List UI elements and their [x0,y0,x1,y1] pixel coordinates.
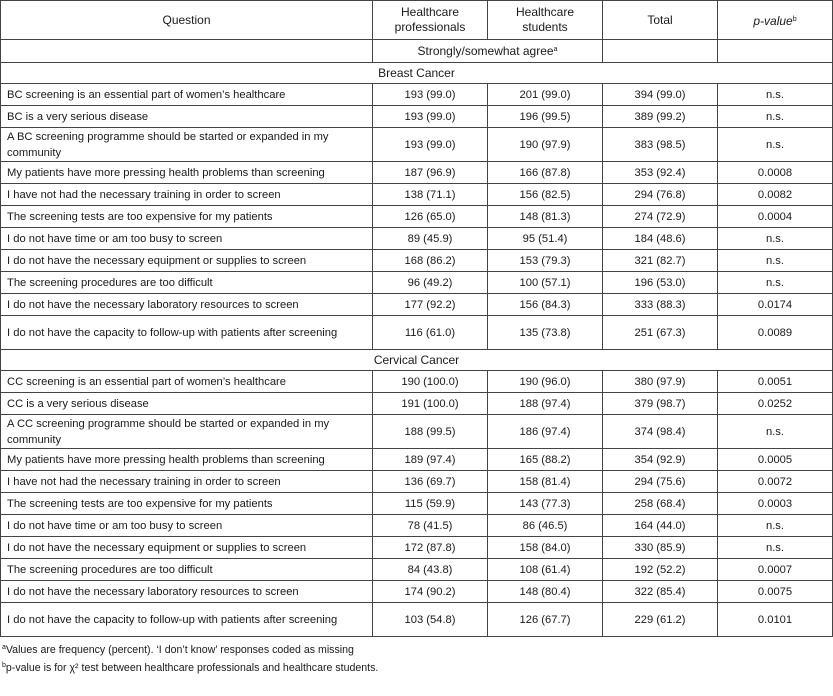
p-value-cell: n.s. [718,537,833,559]
students-cell: 166 (87.8) [488,162,603,184]
professionals-cell: 177 (92.2) [373,294,488,316]
total-cell: 274 (72.9) [603,206,718,228]
p-value-cell: 0.0051 [718,371,833,393]
table-row [1,162,833,184]
total-cell: 192 (52.2) [603,559,718,581]
students-cell: 126 (67.7) [488,603,603,637]
table-row [1,228,833,250]
professionals-cell: 190 (100.0) [373,371,488,393]
table-row [1,393,833,415]
professionals-cell: 136 (69.7) [373,471,488,493]
p-value-label: p-value [753,13,793,28]
question-cell: I do not have time or am too busy to screen [1,515,373,537]
students-cell: 165 (88.2) [488,449,603,471]
question-cell: The screening procedures are too difficult [1,559,373,581]
p-value-cell: 0.0174 [718,294,833,316]
table-row [1,471,833,493]
total-cell: 184 (48.6) [603,228,718,250]
professionals-cell: 189 (97.4) [373,449,488,471]
professionals-cell: 193 (99.0) [373,84,488,106]
question-cell: My patients have more pressing health problems than screening [1,162,373,184]
question-cell: A BC screening programme should be started or expanded in my community [1,128,373,162]
footnotes [0,637,833,676]
students-cell: 135 (73.8) [488,316,603,350]
students-cell: 86 (46.5) [488,515,603,537]
p-value-cell: 0.0007 [718,559,833,581]
empty-cell [603,40,718,63]
col-header-question: Question [1,1,373,40]
total-cell: 251 (67.3) [603,316,718,350]
table-row [1,106,833,128]
professionals-cell: 138 (71.1) [373,184,488,206]
footnote-a [2,640,833,658]
question-cell: CC screening is an essential part of women’s healthcare [1,371,373,393]
students-cell: 201 (99.0) [488,84,603,106]
section-header-row [1,63,833,84]
p-value-cell: 0.0089 [718,316,833,350]
total-cell: 353 (92.4) [603,162,718,184]
total-cell: 196 (53.0) [603,272,718,294]
question-cell: I have not had the necessary training in order to screen [1,184,373,206]
p-value-footnote-mark: b [792,15,797,23]
question-cell: I do not have time or am too busy to screen [1,228,373,250]
students-cell: 95 (51.4) [488,228,603,250]
question-cell: My patients have more pressing health problems than screening [1,449,373,471]
col-header-professionals: Healthcare professionals [373,1,488,40]
question-cell: I do not have the necessary laboratory resources to screen [1,294,373,316]
students-cell: 143 (77.3) [488,493,603,515]
students-cell: 158 (81.4) [488,471,603,493]
table-body [1,40,833,637]
table-row [1,449,833,471]
students-cell: 108 (61.4) [488,559,603,581]
professionals-cell: 193 (99.0) [373,128,488,162]
professionals-cell: 96 (49.2) [373,272,488,294]
total-cell: 322 (85.4) [603,581,718,603]
p-value-cell: 0.0005 [718,449,833,471]
p-value-cell: n.s. [718,250,833,272]
students-cell: 156 (82.5) [488,184,603,206]
question-cell: I do not have the necessary equipment or supplies to screen [1,250,373,272]
footnote-b [2,658,833,676]
professionals-cell: 188 (99.5) [373,415,488,449]
table-row [1,415,833,449]
total-cell: 394 (99.0) [603,84,718,106]
p-value-cell: n.s. [718,228,833,250]
professionals-cell: 84 (43.8) [373,559,488,581]
footnote-b-mark: b [2,662,6,669]
total-cell: 229 (61.2) [603,603,718,637]
section-title: Cervical Cancer [1,350,833,371]
students-cell: 153 (79.3) [488,250,603,272]
professionals-cell: 116 (61.0) [373,316,488,350]
question-cell: BC screening is an essential part of women’s healthcare [1,84,373,106]
p-value-cell: 0.0252 [718,393,833,415]
table-row [1,493,833,515]
p-value-cell: 0.0101 [718,603,833,637]
question-cell: I do not have the capacity to follow-up with patients after screening [1,316,373,350]
professionals-cell: 191 (100.0) [373,393,488,415]
footnote-b-text: p-value is for χ² test between healthcare professionals and healthcare students. [5,662,379,674]
professionals-cell: 168 (86.2) [373,250,488,272]
total-cell: 321 (82.7) [603,250,718,272]
professionals-cell: 187 (96.9) [373,162,488,184]
question-cell: The screening tests are too expensive for my patients [1,493,373,515]
table-row [1,581,833,603]
section-title: Breast Cancer [1,63,833,84]
students-cell: 100 (57.1) [488,272,603,294]
total-cell: 374 (98.4) [603,415,718,449]
agree-label-text: Strongly/somewhat agree [417,44,554,58]
p-value-cell: 0.0004 [718,206,833,228]
empty-cell [718,40,833,63]
col-header-students: Healthcare students [488,1,603,40]
footnote-a-mark: a [2,644,6,651]
table-row [1,250,833,272]
total-cell: 380 (97.9) [603,371,718,393]
students-cell: 158 (84.0) [488,537,603,559]
table-row [1,603,833,637]
question-cell: I do not have the capacity to follow-up with patients after screening [1,603,373,637]
professionals-cell: 193 (99.0) [373,106,488,128]
p-value-cell: 0.0082 [718,184,833,206]
table-row [1,128,833,162]
total-cell: 294 (75.6) [603,471,718,493]
table-row [1,272,833,294]
col-header-p-value [718,1,833,40]
total-cell: 258 (68.4) [603,493,718,515]
question-cell: The screening procedures are too difficult [1,272,373,294]
students-cell: 156 (84.3) [488,294,603,316]
students-cell: 190 (97.9) [488,128,603,162]
question-cell: BC is a very serious disease [1,106,373,128]
col-header-total: Total [603,1,718,40]
agree-label [373,40,603,63]
students-cell: 148 (80.4) [488,581,603,603]
p-value-cell: 0.0072 [718,471,833,493]
table-row [1,515,833,537]
p-value-cell: n.s. [718,84,833,106]
table-row [1,184,833,206]
professionals-cell: 89 (45.9) [373,228,488,250]
empty-cell [1,40,373,63]
p-value-cell: 0.0075 [718,581,833,603]
question-cell: A CC screening programme should be started or expanded in my community [1,415,373,449]
total-cell: 389 (99.2) [603,106,718,128]
footnote-a-text: Values are frequency (percent). ‘I don’t know’ responses coded as missing [5,644,354,656]
question-cell: I do not have the necessary laboratory resources to screen [1,581,373,603]
table-row [1,537,833,559]
total-cell: 333 (88.3) [603,294,718,316]
table-row [1,559,833,581]
agree-footnote-mark: a [553,46,558,53]
p-value-cell: n.s. [718,272,833,294]
table-row [1,371,833,393]
p-value-cell: n.s. [718,415,833,449]
table-row [1,84,833,106]
students-cell: 196 (99.5) [488,106,603,128]
p-value-cell: 0.0003 [718,493,833,515]
header-row [1,1,833,40]
students-cell: 186 (97.4) [488,415,603,449]
professionals-cell: 115 (59.9) [373,493,488,515]
professionals-cell: 174 (90.2) [373,581,488,603]
table-row [1,294,833,316]
p-value-cell: n.s. [718,515,833,537]
question-cell: The screening tests are too expensive for my patients [1,206,373,228]
section-header-row [1,350,833,371]
students-cell: 190 (96.0) [488,371,603,393]
p-value-cell: n.s. [718,106,833,128]
p-value-cell: 0.0008 [718,162,833,184]
question-cell: CC is a very serious disease [1,393,373,415]
agree-row [1,40,833,63]
total-cell: 383 (98.5) [603,128,718,162]
total-cell: 164 (44.0) [603,515,718,537]
students-cell: 148 (81.3) [488,206,603,228]
question-cell: I have not had the necessary training in order to screen [1,471,373,493]
professionals-cell: 126 (65.0) [373,206,488,228]
total-cell: 330 (85.9) [603,537,718,559]
professionals-cell: 78 (41.5) [373,515,488,537]
total-cell: 354 (92.9) [603,449,718,471]
table-row [1,206,833,228]
students-cell: 188 (97.4) [488,393,603,415]
question-cell: I do not have the necessary equipment or supplies to screen [1,537,373,559]
total-cell: 294 (76.8) [603,184,718,206]
table-row [1,316,833,350]
professionals-cell: 172 (87.8) [373,537,488,559]
p-value-cell: n.s. [718,128,833,162]
total-cell: 379 (98.7) [603,393,718,415]
professionals-cell: 103 (54.8) [373,603,488,637]
